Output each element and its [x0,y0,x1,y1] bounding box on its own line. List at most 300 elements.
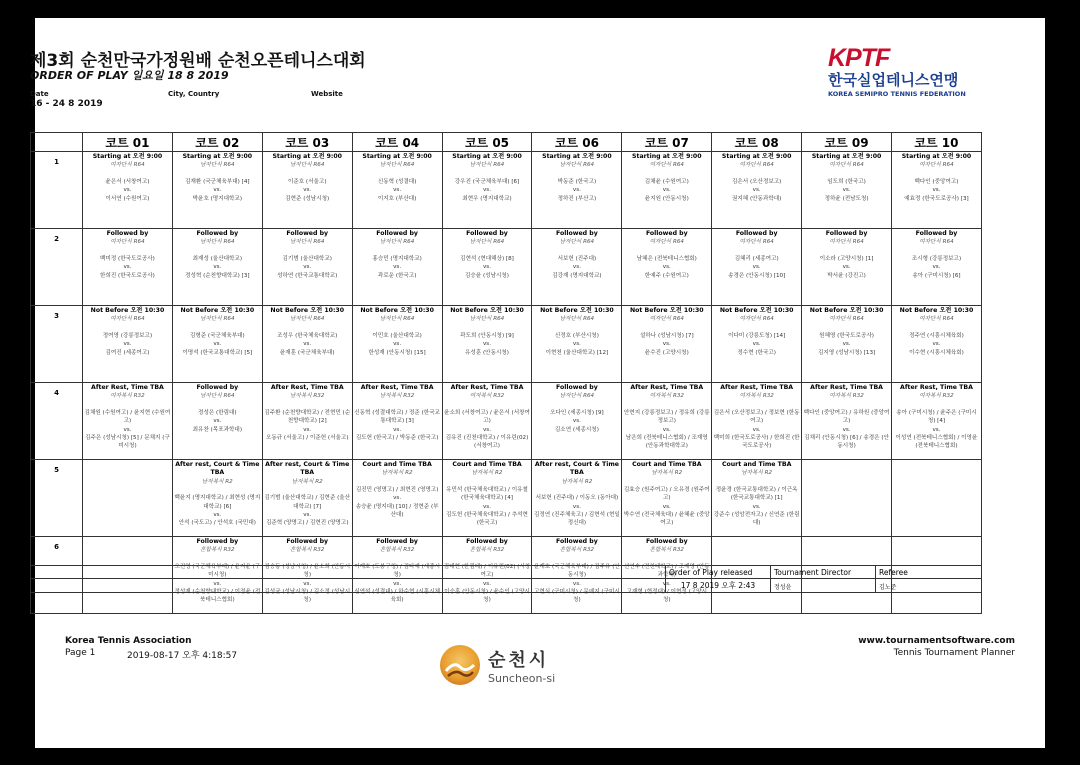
match-event: 남자단식 R64 [200,162,235,169]
match-cell [892,229,982,306]
vs-label: vs. [303,426,312,433]
player-a: 백미정 (한국도로공사) [100,255,155,262]
match-cell [262,152,352,229]
player-a: 신정호 (부산시청) [554,332,599,339]
player-a: 윤재호 (국군체육부대) / 김주유 (안동시청) [534,563,620,579]
vs-label: vs. [483,426,492,433]
match-info [532,460,621,528]
match-info [892,152,981,203]
kptf-logo [828,44,988,98]
match-cell [622,460,712,537]
player-a: 신동혁 (성결대학교) / 정준 (한국교통대학교) [3] [354,409,441,425]
match-time: Starting at 오전 9:00 [272,153,342,160]
match-cell [802,460,892,537]
court-header: 코트 05 [442,133,532,152]
match-time: Followed by [556,230,598,237]
match-time: Starting at 오전 9:00 [901,153,972,160]
spacer [264,324,351,332]
player-a: 오다인 (세종시청) [9] [550,409,604,416]
player-a: 신동혁 (성결대) [377,178,417,185]
player-b: 김도헌 (한국고) / 박동준 (한국고) [355,435,439,442]
match-event: 남자단식 R64 [559,316,595,323]
player-b: 윤재훈 (국군체육부대) [279,349,335,356]
match-cell [83,383,173,460]
match-event: 혼합복식 R32 [559,547,595,554]
match-info [353,229,442,280]
player-a: 김은서 (오산정보고) [731,178,782,185]
vs-label: vs. [662,187,671,194]
match-event: 남자단식 R64 [200,239,235,246]
court-header: 코트 07 [622,133,712,152]
player-a: 정윤경 (한국교통대학교) / 이근옥 (한국교통대학교) [1] [715,486,798,502]
match-cell [172,306,262,383]
player-a: 백윤지 (명지대학교) / 최현성 (명지대학교) [6] [174,495,261,510]
match-info [353,152,442,203]
player-a: 이민호 (울산대학교) [372,332,422,339]
player-a: 남혜은 (전북테니스협회) [636,255,697,262]
player-b: 유성훈 (안동시청) [465,349,509,356]
match-time: After Rest, Time TBA [91,384,164,391]
player-a: 김효승 (원주여고) / 오유경 (원주여고) [623,486,710,502]
match-time: Followed by [286,230,329,237]
player-b: 이수현 (시흥시체육회) [909,349,964,356]
player-a: 이소라 (고양시청) [1] [819,255,874,262]
vs-label: vs. [213,341,222,348]
match-cell [802,306,892,383]
match-event: 여자단식 R64 [829,239,864,246]
vs-label: vs. [662,580,671,587]
vs-label: vs. [303,341,312,348]
match-time: Followed by [915,230,958,237]
match-event: 여자단식 R64 [110,316,145,323]
vs-label: vs. [662,503,671,510]
player-b: 정수현 (한국고) [737,349,776,356]
match-event: 혼합복식 R32 [469,547,505,554]
match-event: 여자단식 R64 [919,316,954,323]
match-event: 여자단식 R64 [919,162,954,169]
player-a: 원혜영 (한국도로공사) [819,332,874,339]
player-a: 서보헌 (진주대) / 이동오 (동아대) [535,495,619,502]
spacer [174,324,261,332]
vs-label: vs. [752,187,761,194]
vs-label: vs. [483,580,492,587]
match-cell [262,229,352,306]
match-info [712,306,801,357]
player-a: 유민석 (한국체육대학교) / 이유철 (한국체육대학교) [4] [446,486,528,502]
match-cell [442,460,532,537]
match-time: After Rest, Time TBA [900,384,973,391]
vs-label: vs. [752,503,761,510]
match-time: Not Before 오전 10:30 [540,307,614,314]
match-info [263,383,352,442]
match-time: Followed by [466,538,508,545]
director-name: 정성윤 [771,579,876,593]
match-cell [802,152,892,229]
vs-label: vs. [213,187,222,194]
match-time: Court and Time TBA [632,461,702,468]
match-event: 여자단식 R64 [110,162,145,169]
player-b: 백미희 (한국도로공사) / 한희진 (한국도로공사) [713,435,800,450]
vs-label: vs. [842,187,851,194]
vs-label: vs. [662,341,671,348]
referee-label: Referee [876,566,982,579]
order-of-play-grid [30,132,982,614]
player-b: 한성재 (안동시청) [15] [368,349,426,356]
match-info [353,460,442,519]
vs-label: vs. [393,187,402,194]
spacer [84,324,171,332]
match-time: After Rest, Time TBA [360,384,434,391]
match-event: 혼합복식 R32 [379,547,415,554]
match-time: Starting at 오전 9:00 [811,153,882,160]
spacer [444,555,531,563]
match-cell [352,152,442,229]
player-b: 이서연 (수원여고) [105,195,150,202]
player-a: 박동준 (한국고) [557,178,597,185]
vs-label: vs. [123,341,132,348]
match-time: Followed by [645,538,688,545]
spacer [713,247,800,255]
match-info [802,306,891,357]
match-cell [712,229,802,306]
vs-label: vs. [662,264,671,271]
match-time: Starting at 오전 9:00 [362,153,432,160]
match-cell [83,460,173,537]
vs-label: vs. [932,264,941,271]
player-b: 성하연 (한국교통대학교) [277,272,338,279]
vs-label: vs. [123,426,132,433]
spacer [623,478,710,486]
row-number: 4 [31,383,83,460]
spacer [444,170,531,178]
player-a: 서보헌 (진주대) [557,255,597,262]
seal-text [488,646,555,685]
player-a: 오진영 (국군체육부대) / 윤지윤 (구미시청) [174,563,261,579]
match-event: 남자단식 R64 [379,162,415,169]
match-info [353,306,442,357]
spacer [354,170,441,178]
spacer [264,247,351,255]
player-b: 송경은 (안동시청) [10] [728,272,786,279]
spacer [803,401,890,409]
match-info [443,460,532,528]
match-event: 여자단식 R64 [829,162,864,169]
seal-korean: 순천시 [488,649,550,671]
spacer [84,401,171,409]
vs-label: vs. [483,264,492,271]
vs-label: vs. [213,264,222,271]
footer-site: www.tournamentsoftware.com [858,636,1015,646]
player-a: 김승동 (성남시청) / 윤소희 (안동시청) [264,563,351,579]
player-b: 이성연 (전북테니스협회) / 이영윤 (전북테니스협회) [895,435,978,450]
spacer [803,247,890,255]
player-a: 임도희 (한국고) [827,178,866,185]
match-row [31,152,982,229]
player-b: 박서윤 (강진고) [827,272,866,279]
vs-label: vs. [932,426,941,433]
match-event: 남자복식 R2 [741,470,773,477]
spacer [893,247,980,255]
row-number: 5 [31,460,83,537]
match-time: Followed by [735,230,778,237]
player-b: 김도헌 (한국체육대학교) / 추석현 (한국고) [446,512,528,527]
player-a: 설하나 (성남시청) [7] [639,332,694,339]
match-cell [352,460,442,537]
match-cell [352,306,442,383]
player-a: 이준호 (서울고) [287,178,327,185]
match-time: Followed by [106,230,149,237]
player-a: 최재성 (울산대학교) [192,255,243,262]
player-b: 김준혁 (양명고) / 김현진 (양명고) [265,520,349,527]
match-info [353,383,442,442]
player-b: 이승훈 (안동시청) / 윤수인 (고양시청) [444,589,530,604]
player-a: 홍승민 (명지대학교) [372,255,422,262]
vs-label: vs. [572,341,581,348]
match-time: After Rest, Time TBA [270,384,344,391]
spacer [713,478,800,486]
seal-english: Suncheon-si [488,671,556,685]
vs-label: vs. [572,264,581,271]
player-a: 곽도희 (안동시청) [9] [460,332,514,339]
vs-label: vs. [303,512,312,519]
spacer [354,478,441,486]
release-spacer [31,579,666,593]
match-info [263,306,352,357]
match-cell [802,229,892,306]
footer-org: Korea Tennis Association [65,636,192,646]
match-cell [172,383,262,460]
player-b: 남은희 (전북테니스협회) / 조재영 (안동과학대학교) [625,435,708,450]
match-event: 여자단식 R64 [829,316,864,323]
match-cell [442,152,532,229]
player-a: 김진민 (영명고) / 최현진 (영명고) [355,486,439,493]
release-time: 17 8 2019 오후 2:43 [666,579,771,593]
court-header: 코트 02 [172,133,262,152]
player-b: 한예주 (수원여고) [644,272,689,279]
spacer [893,401,980,409]
player-a: 윤은서 (서창여고) [105,178,150,185]
row-number: 3 [31,306,83,383]
match-info [263,152,352,203]
match-event: 남자단식 R64 [200,393,235,400]
match-info [83,306,172,357]
match-event: 여자단식 R64 [649,316,684,323]
player-b: 한희진 (한국도로공사) [100,272,155,279]
match-cell [532,306,622,383]
player-b: 안석 (국도고) / 안석호 (국민대) [178,520,256,527]
spacer [713,324,800,332]
logo-korean-name: 한국실업테니스연맹 [828,71,959,89]
court-header-row [31,133,982,152]
match-event: 남자단식 R64 [200,316,235,323]
player-b: 김성균 (성남시청) / 김소정 (성남시청) [264,589,351,604]
match-time: Starting at 오전 9:00 [632,153,702,160]
match-cell [622,306,712,383]
vs-label: vs. [842,341,851,348]
match-cell [172,229,262,306]
row-number: 2 [31,229,83,306]
match-cell [83,306,173,383]
spacer [174,247,261,255]
player-a: 김은서 (오산정보고) / 정보현 (한동여고) [713,409,800,425]
player-a: 정여영 (강릉정보고) [102,332,153,339]
match-time: Followed by [556,538,598,545]
match-time: Followed by [376,230,418,237]
corner-cell [31,133,83,152]
court-header: 코트 08 [712,133,802,152]
match-info [83,383,172,451]
match-time: After Rest, Time TBA [450,384,524,391]
match-info [802,383,891,451]
match-info [173,460,262,528]
match-info [532,383,621,434]
match-cell [622,229,712,306]
match-event: 여자복식 R32 [469,393,505,400]
suncheon-seal [440,645,555,685]
player-b: 정성재 (순천향대학교) / 이정윤 (전북테니스협회) [174,589,261,604]
player-b: 고재형 (현정대) / 이현정 (고양시청) [626,589,707,604]
match-cell [532,383,622,460]
match-time: Not Before 오전 10:30 [450,307,524,314]
vs-label: vs. [303,580,312,587]
vs-label: vs. [752,264,761,271]
match-info [622,306,711,357]
spacer [264,486,351,494]
player-a: 백다인 (중앙여고) [914,178,959,185]
player-b: 박수연 (전국체육대) / 윤혜윤 (중앙여고) [623,512,710,527]
release-label: Order of Play released [666,566,771,579]
player-b: 김여진 (세종여고) [105,349,150,356]
release-spacer [31,566,666,579]
spacer [533,555,620,563]
player-b: 정하윤 (전남도청) [824,195,869,202]
match-cell [802,383,892,460]
match-cell [892,460,982,537]
match-row [31,306,982,383]
spacer [623,555,710,563]
match-cell [622,152,712,229]
player-b: 오동규 (서울고) / 이준헌 (서울고) [265,435,349,442]
spacer [444,478,531,486]
match-info [263,460,352,528]
spacer [444,401,531,409]
match-time: Followed by [376,538,418,545]
match-time: Followed by [466,230,508,237]
match-time: Not Before 오전 10:30 [180,307,255,314]
player-a: 김대현 (한림대) / 이유린(02) (서창여고) [443,563,531,579]
match-info [443,152,532,203]
vs-label: vs. [213,512,222,519]
match-cell [262,460,352,537]
player-b: 김주은 (성남시청) [5] / 문채지 (구미시청) [85,435,170,450]
spacer [444,247,531,255]
vs-label: vs. [932,341,941,348]
court-header: 코트 01 [83,133,173,152]
match-event: 남자복식 R2 [201,478,233,485]
player-b: 김승윤 (성남시청) [465,272,509,279]
match-time: Not Before 오전 10:30 [360,307,434,314]
spacer [893,170,980,178]
match-info [443,306,532,357]
court-header: 코트 04 [352,133,442,152]
match-event: 여자복식 R32 [110,393,145,400]
match-cell [172,460,262,537]
match-time: Starting at 오전 9:00 [182,153,253,160]
match-time: Not Before 오전 10:30 [809,307,884,314]
player-b: 이현천 (울산대학교) [12] [545,349,609,356]
spacer [174,486,261,494]
spacer [623,401,710,409]
spacer [354,401,441,409]
match-time: Court and Time TBA [362,461,432,468]
player-a: 송아 (구미시청) / 윤주은 (구미시청) [4] [896,409,977,425]
match-info [892,383,981,451]
spacer [803,324,890,332]
player-b: 윤수진 (고양시청) [644,349,689,356]
player-a: 김채윤 (수원여고) [644,178,689,185]
match-event: 남자복식 R32 [290,393,325,400]
vs-label: vs. [572,418,581,425]
match-cell [712,383,802,460]
match-event: 남자단식 R64 [379,239,415,246]
player-a: 이다미 (강릉도청) [14] [728,332,786,339]
match-cell [892,383,982,460]
vs-label: vs. [752,341,761,348]
vs-label: vs. [842,264,851,271]
match-event: 남자복식 R2 [651,470,683,477]
vs-label: vs. [572,187,581,194]
city-caption: City, Country [168,90,220,98]
court-header: 코트 09 [802,133,892,152]
match-time: After Rest, Time TBA [720,384,794,391]
referee-name: 김노준 [876,579,982,593]
player-a: 김현석 (현대해상) [8] [460,255,514,262]
match-event: 남자단식 R64 [379,316,415,323]
match-event: 여자단식 R64 [739,162,774,169]
match-event: 남자단식 R64 [469,162,505,169]
match-event: 남자복식 R2 [291,478,323,485]
match-cell [172,152,262,229]
match-time: Court and Time TBA [452,461,522,468]
match-time: Not Before 오전 10:30 [899,307,974,314]
match-info [173,229,262,280]
match-info [622,383,711,451]
player-b: 최유찬 (목포과학대) [192,426,243,433]
spacer [84,170,171,178]
match-info [892,229,981,280]
match-cell [83,229,173,306]
vs-label: vs. [752,426,761,433]
vs-label: vs. [393,495,402,502]
match-cell [712,152,802,229]
match-event: 남자단식 R64 [559,239,595,246]
player-b: 김지영 (성남시청) [13] [817,349,876,356]
match-cell [352,229,442,306]
player-b: 윤지원 (안동시청) [644,195,689,202]
match-cell [532,460,622,537]
suncheon-emblem-icon [440,645,480,685]
match-time: Court and Time TBA [721,461,792,468]
match-time: After rest, Court & Time TBA [534,461,619,477]
player-b: 고현식 (구미시청) / 문예지 (구미시청) [534,589,620,604]
spacer [354,324,441,332]
spacer [623,247,710,255]
match-info [892,306,981,357]
player-a: 김혜리 (세종여고) [734,255,779,262]
match-info [712,383,801,451]
player-a: 강우진 (국군체육부대) [6] [454,178,520,185]
court-header: 코트 06 [532,133,622,152]
